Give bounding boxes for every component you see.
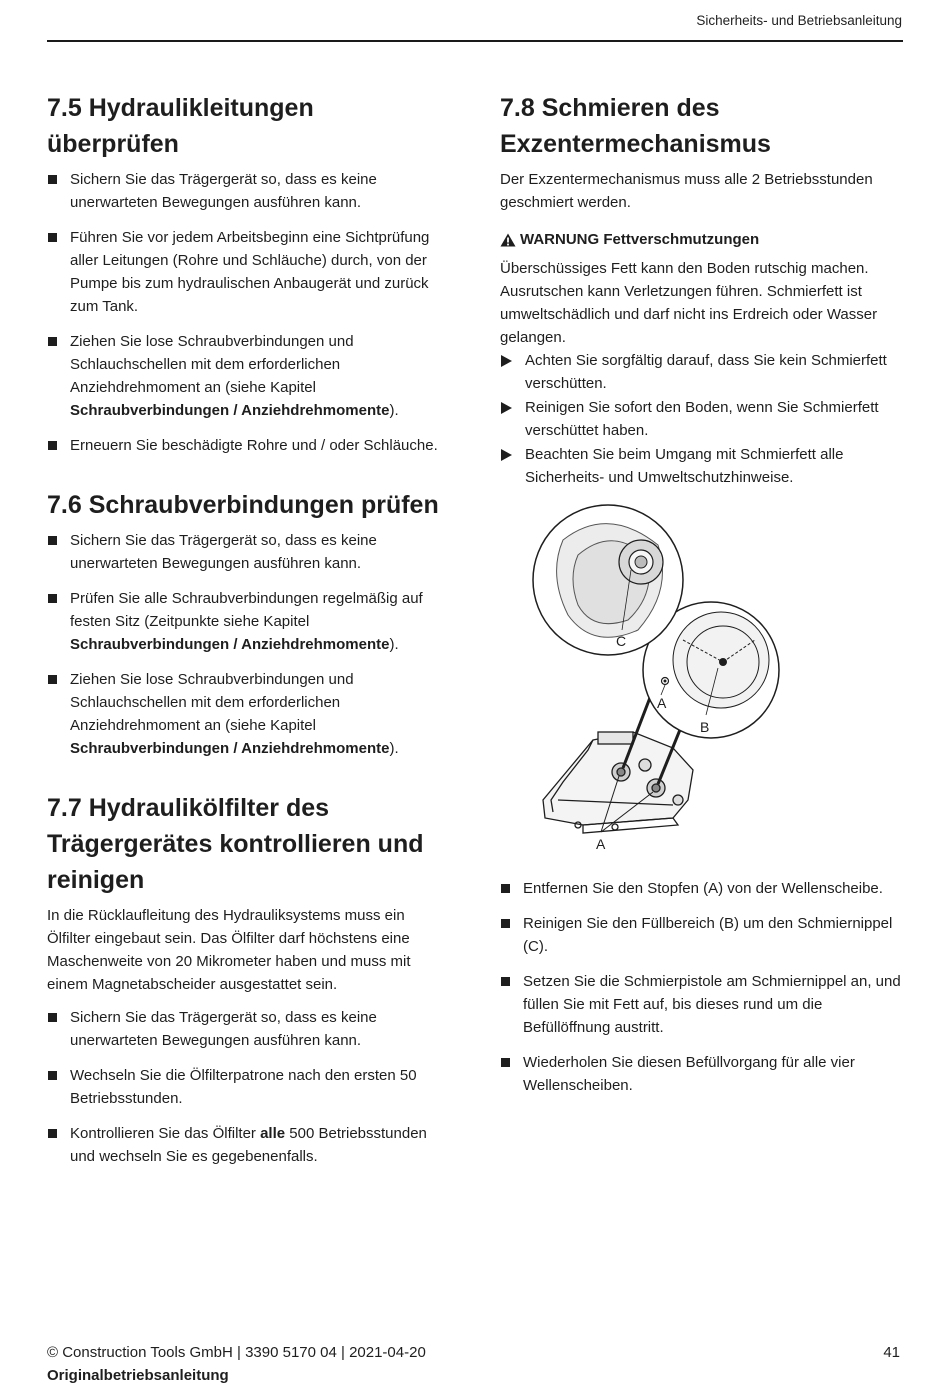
housing-drawing (543, 732, 693, 833)
list-item-text: Prüfen Sie alle Schraubverbindungen regelmäßig auf festen Sitz (Zeitpunkte siehe Kapitel (70, 590, 423, 630)
list-item-text: ). (389, 636, 399, 653)
action-item: Reinigen Sie sofort den Boden, wenn Sie Schmierfett verschüttet haben. (500, 396, 905, 442)
section-7-7 (47, 790, 452, 1168)
list-item (47, 668, 452, 760)
list-item: Reinigen Sie den Füllbereich (B) um den Schmiernippel (C). (500, 912, 905, 958)
list-item: Sichern Sie das Trägergerät so, dass es keine unerwarteten Bewegungen ausführen kann. (47, 1006, 452, 1052)
warning-action-list (500, 349, 905, 489)
section-7-7-title-line3: reinigen (47, 866, 145, 894)
section-7-8-title-line2: Exzentermechanismus (500, 130, 771, 158)
section-7-5 (47, 90, 452, 457)
section-7-7-title (47, 790, 452, 898)
section-7-8-intro: Der Exzentermechanismus muss alle 2 Betriebsstunden geschmiert werden. (500, 171, 873, 211)
list-item: Führen Sie vor jedem Arbeitsbeginn eine Sichtprüfung aller Leitungen (Rohre und Schläuche) durch, von der Pumpe bis zum hydraulischen Anbaugerät und zurück zum Tank. (47, 226, 452, 318)
figure-label-b: B (700, 719, 710, 735)
list-item: Entfernen Sie den Stopfen (A) von der Wellenscheibe. (500, 877, 905, 900)
chapter-reference: Schraubverbindungen / Anziehdrehmomente (70, 402, 390, 419)
list-item-text: Ziehen Sie lose Schraubverbindungen und Schlauchschellen mit dem erforderlichen Anziehdrehmoment an (siehe Kapitel (70, 333, 354, 396)
list-item (47, 587, 452, 656)
warning-text: Überschüssiges Fett kann den Boden rutschig machen. Ausrutschen kann Verletzungen führen. Schmierfett ist umweltschädlich und darf nicht ins Erdreich oder Wasser gelangen. (500, 260, 878, 346)
list-item: Sichern Sie das Trägergerät so, dass es keine unerwarteten Bewegungen ausführen kann. (47, 529, 452, 575)
list-item-text: Kontrollieren Sie das Ölfilter (70, 1125, 261, 1142)
section-7-8-title (500, 90, 905, 162)
section-7-7-intro: In die Rücklaufleitung des Hydrauliksystems muss ein Ölfilter eingebaut sein. Das Ölfilter darf höchstens eine Maschenweite von 20 Mikrometer haben und muss mit einem Magnetabscheider ausgestattet sein. (47, 907, 411, 993)
detail-circle-c (533, 505, 683, 655)
emphasis: alle (260, 1125, 286, 1142)
chapter-reference: Schraubverbindungen / Anziehdrehmomente (70, 740, 390, 757)
figure-label-a-top: A (657, 695, 667, 711)
warning-title: WARNUNG Fettverschmutzungen (520, 231, 760, 248)
section-7-6 (47, 487, 452, 760)
section-7-5-title-line1: 7.5 Hydraulikleitungen (47, 94, 314, 122)
section-7-7-title-line2: Trägergerätes kontrollieren und (47, 830, 424, 858)
action-item: Beachten Sie beim Umgang mit Schmierfett alle Sicherheits- und Umweltschutzhinweise. (500, 443, 905, 489)
section-7-5-title (47, 90, 452, 162)
list-item-text: ). (389, 402, 399, 419)
page-header-text: Sicherheits- und Betriebsanleitung (696, 13, 902, 28)
right-column (500, 90, 905, 490)
list-item: Erneuern Sie beschädigte Rohre und / oder Schläuche. (47, 434, 452, 457)
chapter-reference: Schraubverbindungen / Anziehdrehmomente (70, 636, 390, 653)
lubrication-steps (500, 877, 905, 1109)
section-7-6-title: 7.6 Schraubverbindungen prüfen (47, 491, 439, 519)
list-item-text: ). (389, 740, 399, 757)
section-7-8 (500, 90, 905, 489)
footer-copyright: © Construction Tools GmbH | 3390 5170 04 | 2021-04-20 (47, 1344, 426, 1361)
header-rule (47, 40, 903, 42)
section-7-5-list (47, 168, 452, 457)
figure-label-c: C (616, 633, 627, 649)
list-item-text: 500 Betriebsstunden und wechseln Sie es gegebenenfalls. (70, 1125, 427, 1165)
section-7-6-list (47, 529, 452, 760)
figure-illustration (523, 500, 823, 860)
lubrication-step-list (500, 877, 905, 1097)
footer-doc-type: Originalbetriebsanleitung (47, 1367, 229, 1384)
list-item (47, 330, 452, 422)
section-7-8-title-line1: 7.8 Schmieren des (500, 94, 720, 122)
list-item (47, 1122, 452, 1168)
page-number: 41 (883, 1344, 900, 1361)
warning-triangle-icon (500, 233, 516, 247)
list-item: Wiederholen Sie diesen Befüllvorgang für alle vier Wellenscheiben. (500, 1051, 905, 1097)
list-item: Wechseln Sie die Ölfilterpatrone nach den ersten 50 Betriebsstunden. (47, 1064, 452, 1110)
action-item: Achten Sie sorgfältig darauf, dass Sie kein Schmierfett verschütten. (500, 349, 905, 395)
list-item: Sichern Sie das Trägergerät so, dass es keine unerwarteten Bewegungen ausführen kann. (47, 168, 452, 214)
left-column (47, 90, 452, 1180)
section-7-7-list (47, 1006, 452, 1168)
list-item-text: Ziehen Sie lose Schraubverbindungen und Schlauchschellen mit dem erforderlichen Anziehdrehmoment an (siehe Kapitel (70, 671, 354, 734)
section-7-7-title-line1: 7.7 Hydraulikölfilter des (47, 794, 330, 822)
figure-label-a-bottom: A (596, 836, 606, 852)
list-item: Setzen Sie die Schmierpistole am Schmiernippel an, und füllen Sie mit Fett auf, bis dieses rund um die Befüllöffnung austritt. (500, 970, 905, 1039)
warning-heading (500, 228, 905, 251)
section-7-5-title-line2: überprüfen (47, 130, 179, 158)
eccentric-lubrication-figure (523, 500, 823, 860)
